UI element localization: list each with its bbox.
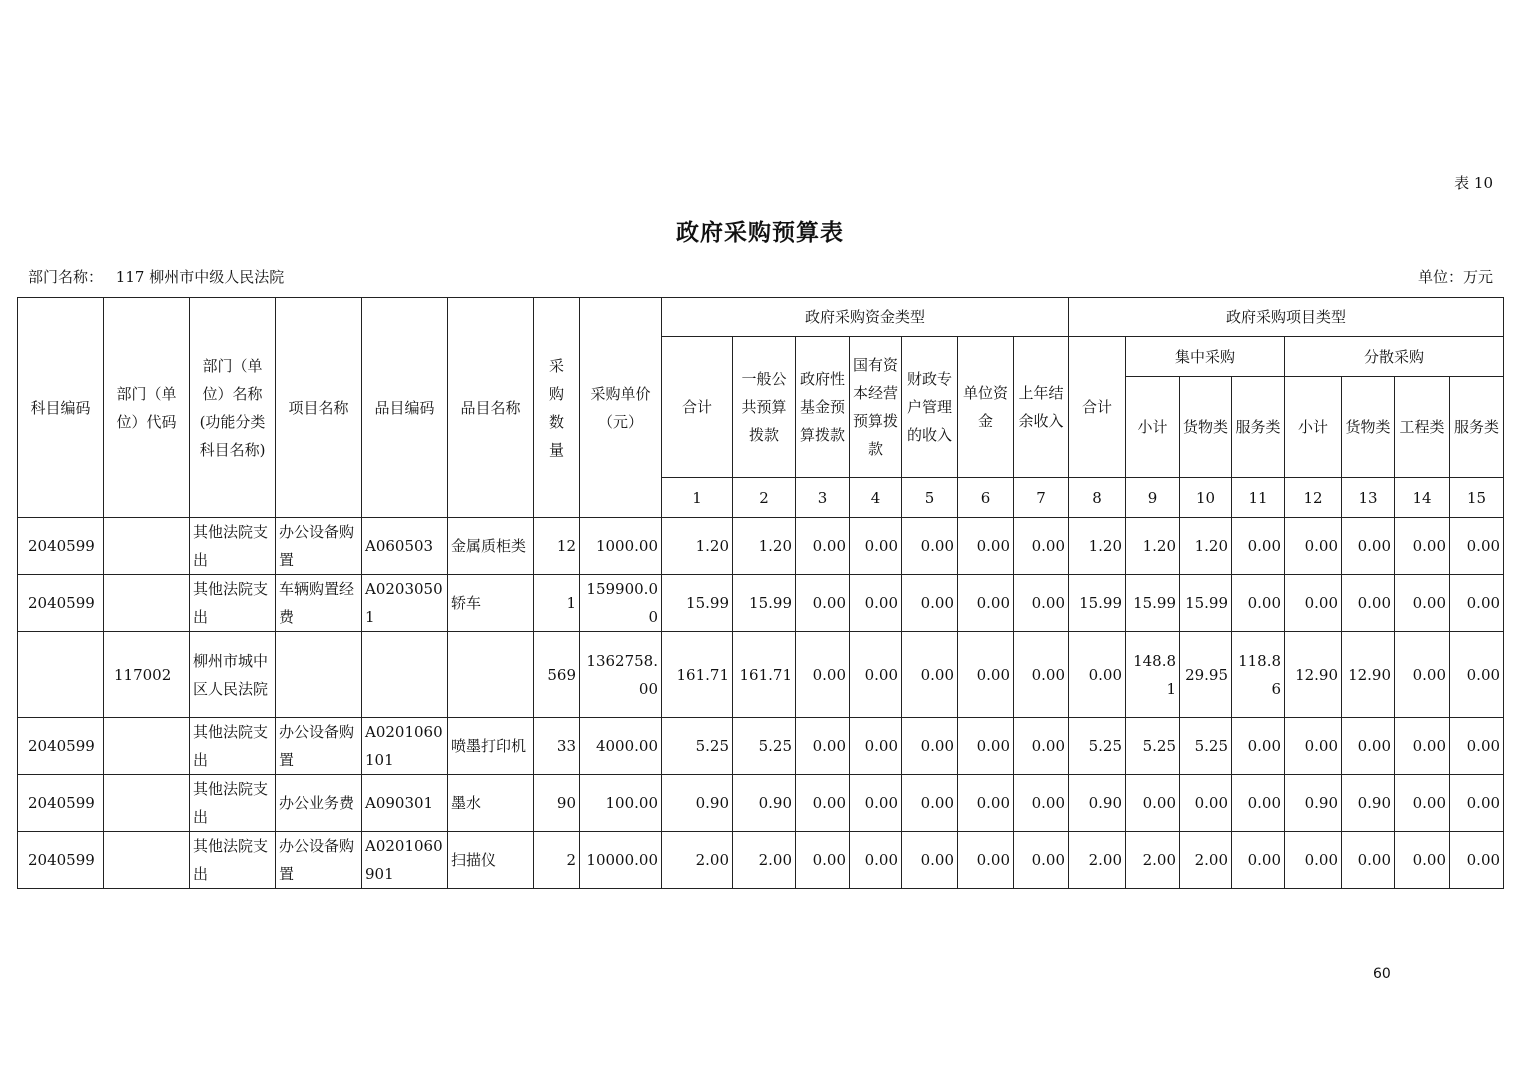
col-centralized-service: 服务类 bbox=[1232, 377, 1285, 478]
cell-value: 0.00 bbox=[1014, 575, 1069, 632]
cell-value: 0.00 bbox=[958, 632, 1014, 718]
cell-subject-code: 2040599 bbox=[18, 518, 104, 575]
cell-subject-code: 2040599 bbox=[18, 775, 104, 832]
cell-value: 12.90 bbox=[1285, 632, 1342, 718]
department-label: 部门名称： bbox=[28, 268, 104, 286]
column-number: 4 bbox=[850, 478, 902, 518]
cell-item-name: 金属质柜类 bbox=[448, 518, 534, 575]
col-centralized-subtotal: 小计 bbox=[1126, 377, 1180, 478]
cell-value: 0.00 bbox=[1126, 775, 1180, 832]
cell-project-name bbox=[276, 632, 362, 718]
page-title: 政府采购预算表 bbox=[676, 219, 844, 246]
column-number: 6 bbox=[958, 478, 1014, 518]
cell-value: 0.00 bbox=[796, 632, 850, 718]
cell-value: 0.90 bbox=[1069, 775, 1126, 832]
col-quantity: 采购数量 bbox=[534, 298, 580, 518]
col-group-project-type: 政府采购项目类型 bbox=[1069, 298, 1504, 337]
col-project-name: 项目名称 bbox=[276, 298, 362, 518]
col-group-fund-type: 政府采购资金类型 bbox=[662, 298, 1069, 337]
cell-value: 1.20 bbox=[1180, 518, 1232, 575]
cell-value: 5.25 bbox=[1126, 718, 1180, 775]
cell-value: 0.00 bbox=[958, 518, 1014, 575]
cell-value: 0.00 bbox=[902, 518, 958, 575]
cell-value: 0.00 bbox=[1395, 632, 1450, 718]
col-dispersed-service: 服务类 bbox=[1450, 377, 1504, 478]
cell-value: 0.00 bbox=[902, 718, 958, 775]
cell-dept-code bbox=[104, 718, 190, 775]
cell-value: 2.00 bbox=[1069, 832, 1126, 889]
cell-dept-code bbox=[104, 518, 190, 575]
cell-unit-price: 1000.00 bbox=[580, 518, 662, 575]
cell-value: 0.00 bbox=[902, 832, 958, 889]
cell-value: 5.25 bbox=[1069, 718, 1126, 775]
cell-quantity: 12 bbox=[534, 518, 580, 575]
column-number: 8 bbox=[1069, 478, 1126, 518]
cell-value: 0.00 bbox=[1395, 518, 1450, 575]
cell-dept-name: 其他法院支出 bbox=[190, 575, 276, 632]
col-dispersed-subtotal: 小计 bbox=[1285, 377, 1342, 478]
table-row bbox=[18, 632, 1504, 718]
cell-value: 0.00 bbox=[1395, 775, 1450, 832]
cell-value: 5.25 bbox=[662, 718, 733, 775]
cell-value: 0.00 bbox=[1450, 632, 1504, 718]
cell-value: 15.99 bbox=[1126, 575, 1180, 632]
cell-item-name: 轿车 bbox=[448, 575, 534, 632]
cell-subject-code: 2040599 bbox=[18, 575, 104, 632]
cell-value: 0.90 bbox=[1285, 775, 1342, 832]
table-body bbox=[18, 518, 1504, 889]
cell-value: 0.00 bbox=[1180, 775, 1232, 832]
cell-value: 15.99 bbox=[733, 575, 796, 632]
cell-item-name: 喷墨打印机 bbox=[448, 718, 534, 775]
cell-quantity: 2 bbox=[534, 832, 580, 889]
col-state-capital: 国有资本经营预算拨款 bbox=[850, 337, 902, 478]
cell-value: 0.00 bbox=[850, 832, 902, 889]
cell-value: 1.20 bbox=[733, 518, 796, 575]
cell-value: 0.00 bbox=[1014, 718, 1069, 775]
cell-value: 0.00 bbox=[1014, 518, 1069, 575]
cell-item-code: A090301 bbox=[362, 775, 448, 832]
column-number: 2 bbox=[733, 478, 796, 518]
cell-item-name: 墨水 bbox=[448, 775, 534, 832]
cell-value: 0.90 bbox=[1342, 775, 1395, 832]
cell-unit-price: 100.00 bbox=[580, 775, 662, 832]
cell-value: 5.25 bbox=[1180, 718, 1232, 775]
col-dispersed-goods: 货物类 bbox=[1342, 377, 1395, 478]
cell-dept-name: 其他法院支出 bbox=[190, 832, 276, 889]
cell-value: 0.00 bbox=[1285, 575, 1342, 632]
cell-value: 148.81 bbox=[1126, 632, 1180, 718]
column-number: 14 bbox=[1395, 478, 1450, 518]
cell-value: 0.00 bbox=[850, 575, 902, 632]
cell-value: 0.00 bbox=[1342, 518, 1395, 575]
cell-quantity: 569 bbox=[534, 632, 580, 718]
col-gov-fund: 政府性基金预算拨款 bbox=[796, 337, 850, 478]
cell-value: 0.00 bbox=[1285, 718, 1342, 775]
cell-value: 0.00 bbox=[958, 775, 1014, 832]
cell-value: 2.00 bbox=[662, 832, 733, 889]
column-number: 13 bbox=[1342, 478, 1395, 518]
cell-value: 0.00 bbox=[850, 718, 902, 775]
cell-value: 0.00 bbox=[796, 718, 850, 775]
cell-value: 5.25 bbox=[733, 718, 796, 775]
col-centralized-goods: 货物类 bbox=[1180, 377, 1232, 478]
cell-value: 0.90 bbox=[662, 775, 733, 832]
cell-value: 0.00 bbox=[1069, 632, 1126, 718]
cell-value: 0.00 bbox=[1014, 632, 1069, 718]
col-general-budget: 一般公共预算拨款 bbox=[733, 337, 796, 478]
cell-value: 0.00 bbox=[1232, 518, 1285, 575]
page-number: 60 bbox=[1373, 966, 1391, 982]
cell-unit-price: 10000.00 bbox=[580, 832, 662, 889]
cell-value: 29.95 bbox=[1180, 632, 1232, 718]
cell-project-name: 办公设备购置 bbox=[276, 832, 362, 889]
cell-value: 0.00 bbox=[958, 832, 1014, 889]
column-number: 5 bbox=[902, 478, 958, 518]
department-line bbox=[28, 266, 284, 287]
cell-value: 0.00 bbox=[796, 575, 850, 632]
col-project-total: 合计 bbox=[1069, 337, 1126, 478]
column-number: 7 bbox=[1014, 478, 1069, 518]
cell-value: 15.99 bbox=[662, 575, 733, 632]
cell-value: 0.00 bbox=[850, 632, 902, 718]
cell-project-name: 车辆购置经费 bbox=[276, 575, 362, 632]
col-special-account: 财政专户管理的收入 bbox=[902, 337, 958, 478]
cell-value: 0.00 bbox=[1450, 575, 1504, 632]
cell-subject-code: 2040599 bbox=[18, 718, 104, 775]
unit-label: 单位：万元 bbox=[1417, 268, 1493, 286]
cell-item-code: A0201060901 bbox=[362, 832, 448, 889]
column-number: 10 bbox=[1180, 478, 1232, 518]
column-number: 9 bbox=[1126, 478, 1180, 518]
cell-value: 0.00 bbox=[1285, 518, 1342, 575]
table-row bbox=[18, 832, 1504, 889]
cell-value: 0.00 bbox=[1450, 518, 1504, 575]
cell-dept-name: 其他法院支出 bbox=[190, 718, 276, 775]
table-number: 表 10 bbox=[1454, 174, 1493, 192]
cell-value: 2.00 bbox=[1126, 832, 1180, 889]
cell-subject-code: 2040599 bbox=[18, 832, 104, 889]
col-fund-total: 合计 bbox=[662, 337, 733, 478]
cell-value: 0.00 bbox=[796, 518, 850, 575]
cell-subject-code bbox=[18, 632, 104, 718]
cell-value: 2.00 bbox=[1180, 832, 1232, 889]
cell-item-code: A060503 bbox=[362, 518, 448, 575]
cell-value: 0.00 bbox=[1014, 832, 1069, 889]
col-carryover: 上年结余收入 bbox=[1014, 337, 1069, 478]
cell-value: 0.00 bbox=[796, 775, 850, 832]
cell-project-name: 办公设备购置 bbox=[276, 718, 362, 775]
cell-value: 0.00 bbox=[1450, 718, 1504, 775]
cell-unit-price: 1362758.00 bbox=[580, 632, 662, 718]
cell-value: 161.71 bbox=[662, 632, 733, 718]
cell-unit-price: 4000.00 bbox=[580, 718, 662, 775]
cell-dept-name: 其他法院支出 bbox=[190, 518, 276, 575]
cell-item-name: 扫描仪 bbox=[448, 832, 534, 889]
col-group-centralized: 集中采购 bbox=[1126, 337, 1285, 377]
cell-value: 1.20 bbox=[1069, 518, 1126, 575]
cell-value: 0.00 bbox=[796, 832, 850, 889]
col-unit-fund: 单位资金 bbox=[958, 337, 1014, 478]
cell-value: 0.00 bbox=[1285, 832, 1342, 889]
cell-dept-code bbox=[104, 775, 190, 832]
cell-value: 0.00 bbox=[1342, 575, 1395, 632]
column-number: 11 bbox=[1232, 478, 1285, 518]
cell-item-code bbox=[362, 632, 448, 718]
cell-dept-name: 其他法院支出 bbox=[190, 775, 276, 832]
cell-dept-code bbox=[104, 575, 190, 632]
cell-value: 0.00 bbox=[1342, 832, 1395, 889]
cell-value: 15.99 bbox=[1180, 575, 1232, 632]
column-number: 15 bbox=[1450, 478, 1504, 518]
cell-value: 0.00 bbox=[1450, 775, 1504, 832]
cell-dept-name: 柳州市城中区人民法院 bbox=[190, 632, 276, 718]
cell-value: 0.00 bbox=[1232, 718, 1285, 775]
table-row bbox=[18, 718, 1504, 775]
col-dept-code: 部门（单位）代码 bbox=[104, 298, 190, 518]
cell-value: 0.00 bbox=[958, 575, 1014, 632]
cell-value: 2.00 bbox=[733, 832, 796, 889]
table-row bbox=[18, 518, 1504, 575]
cell-value: 0.00 bbox=[1232, 575, 1285, 632]
col-unit-price: 采购单价（元） bbox=[580, 298, 662, 518]
cell-value: 0.00 bbox=[902, 632, 958, 718]
cell-project-name: 办公业务费 bbox=[276, 775, 362, 832]
cell-dept-code bbox=[104, 832, 190, 889]
column-number: 1 bbox=[662, 478, 733, 518]
cell-value: 118.86 bbox=[1232, 632, 1285, 718]
cell-quantity: 33 bbox=[534, 718, 580, 775]
cell-value: 0.90 bbox=[733, 775, 796, 832]
cell-value: 0.00 bbox=[1395, 575, 1450, 632]
department-value: 117 柳州市中级人民法院 bbox=[115, 268, 285, 286]
cell-item-code: A0201060101 bbox=[362, 718, 448, 775]
cell-value: 0.00 bbox=[902, 575, 958, 632]
cell-value: 0.00 bbox=[1450, 832, 1504, 889]
cell-item-name bbox=[448, 632, 534, 718]
cell-unit-price: 159900.00 bbox=[580, 575, 662, 632]
col-item-name: 品目名称 bbox=[448, 298, 534, 518]
table-row bbox=[18, 575, 1504, 632]
cell-value: 0.00 bbox=[850, 775, 902, 832]
cell-value: 1.20 bbox=[1126, 518, 1180, 575]
cell-value: 0.00 bbox=[1232, 775, 1285, 832]
cell-value: 161.71 bbox=[733, 632, 796, 718]
column-number: 3 bbox=[796, 478, 850, 518]
cell-value: 0.00 bbox=[850, 518, 902, 575]
table-row bbox=[18, 775, 1504, 832]
col-subject-code: 科目编码 bbox=[18, 298, 104, 518]
cell-quantity: 90 bbox=[534, 775, 580, 832]
cell-value: 0.00 bbox=[1395, 718, 1450, 775]
cell-value: 15.99 bbox=[1069, 575, 1126, 632]
column-number: 12 bbox=[1285, 478, 1342, 518]
col-group-dispersed: 分散采购 bbox=[1285, 337, 1504, 377]
cell-quantity: 1 bbox=[534, 575, 580, 632]
cell-dept-code: 117002 bbox=[104, 632, 190, 718]
cell-item-code: A02030501 bbox=[362, 575, 448, 632]
cell-value: 0.00 bbox=[958, 718, 1014, 775]
col-dispersed-engineering: 工程类 bbox=[1395, 377, 1450, 478]
cell-value: 0.00 bbox=[1342, 718, 1395, 775]
cell-value: 0.00 bbox=[1014, 775, 1069, 832]
col-item-code: 品目编码 bbox=[362, 298, 448, 518]
cell-project-name: 办公设备购置 bbox=[276, 518, 362, 575]
col-dept-name: 部门（单位）名称(功能分类科目名称) bbox=[190, 298, 276, 518]
cell-value: 1.20 bbox=[662, 518, 733, 575]
cell-value: 0.00 bbox=[1232, 832, 1285, 889]
procurement-budget-table bbox=[17, 297, 1504, 889]
cell-value: 12.90 bbox=[1342, 632, 1395, 718]
cell-value: 0.00 bbox=[1395, 832, 1450, 889]
cell-value: 0.00 bbox=[902, 775, 958, 832]
